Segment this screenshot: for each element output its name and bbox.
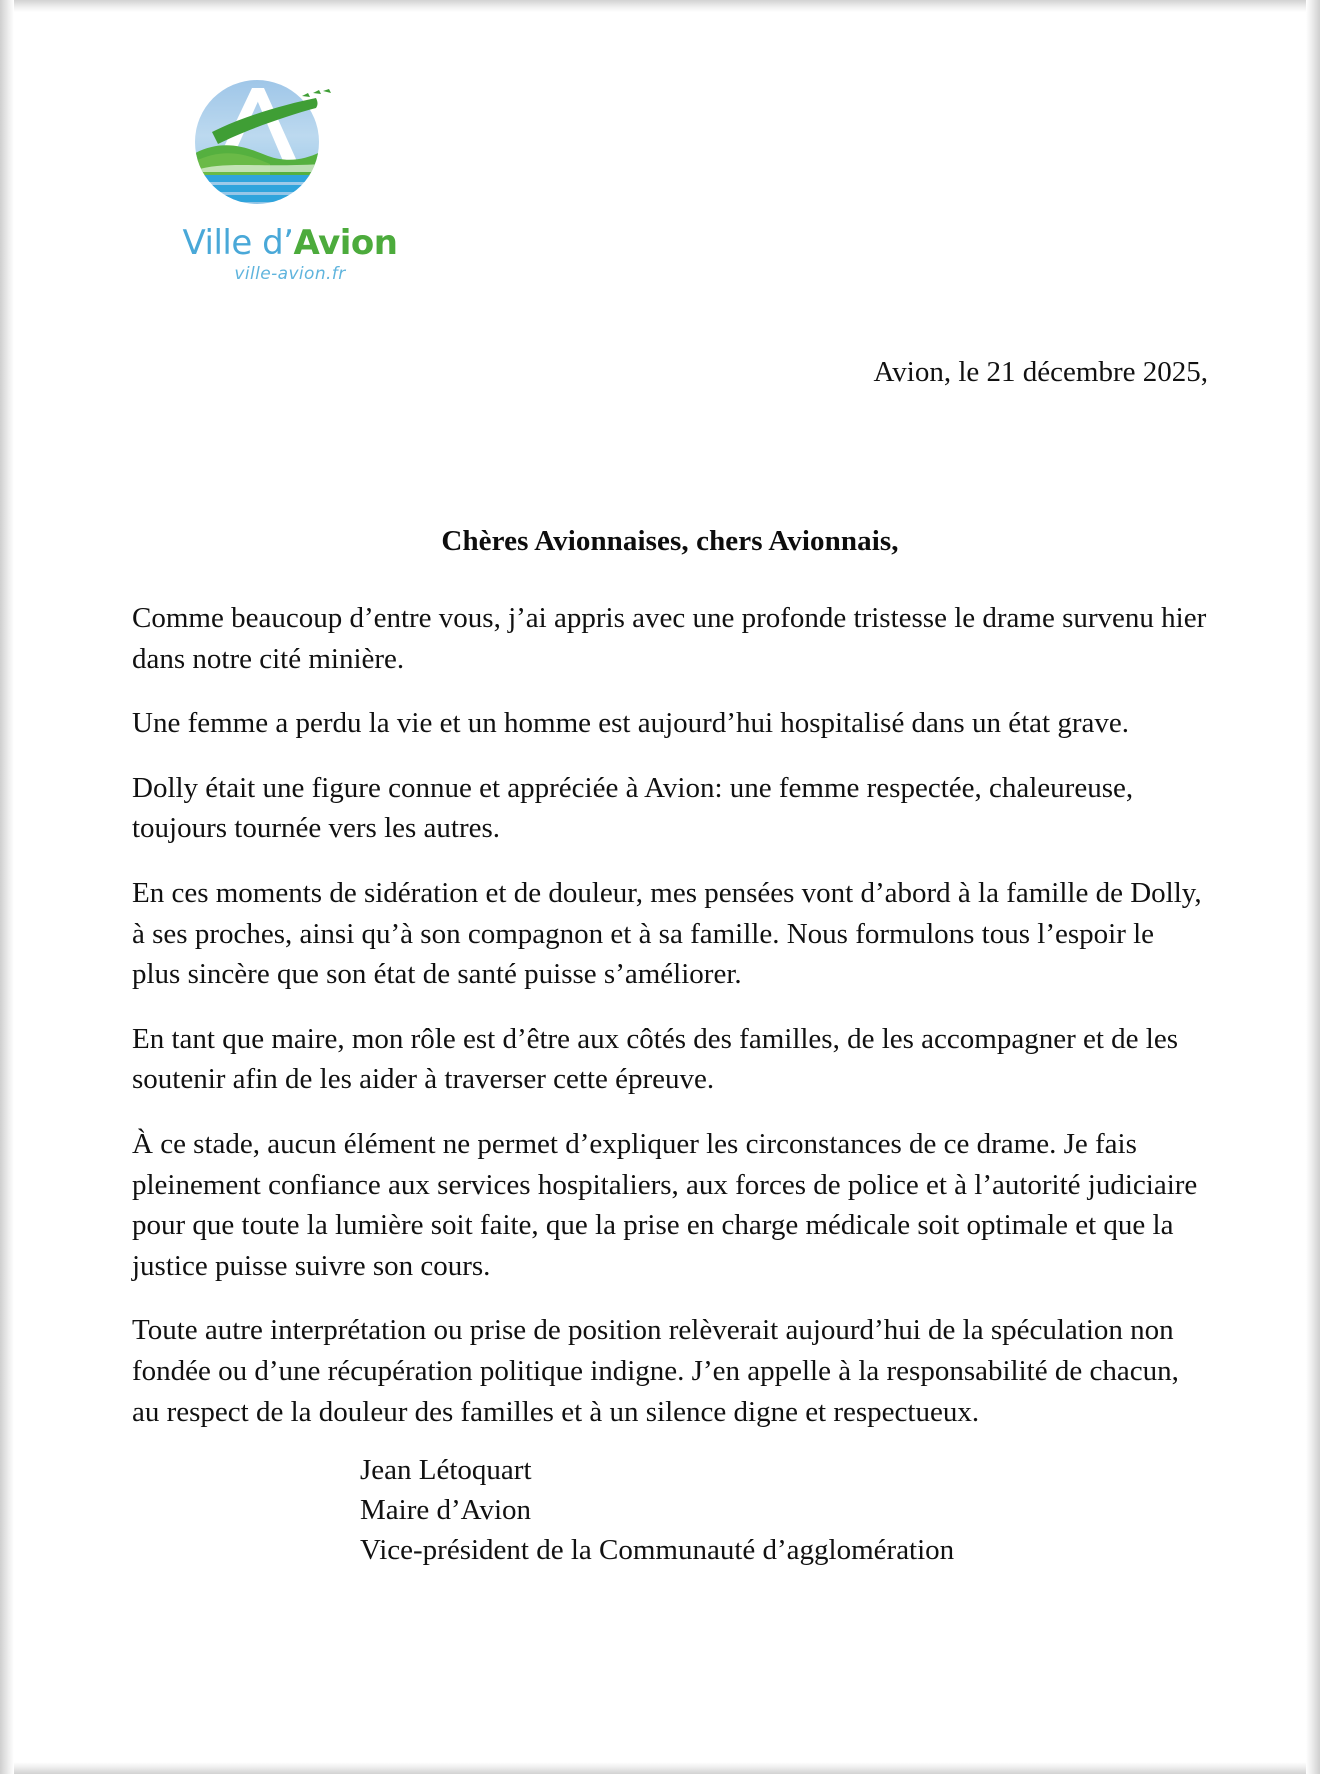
page-edge-top bbox=[0, 0, 1320, 12]
page-edge-bottom bbox=[0, 1762, 1320, 1774]
logo-website-url: ville-avion.fr bbox=[234, 263, 346, 284]
ville-avion-crest-icon bbox=[182, 72, 332, 222]
paragraph-6: À ce stade, aucun élément ne permet d’expliquer les circonstances de ce drame. Je fais pleinement confiance aux services hospitaliers, aux forces de police et à l’autorité judiciaire pour que toute la lumière soit faite, que la prise en charge médicale soit optimale et que la justice puisse suivre son cours. bbox=[132, 1127, 1198, 1282]
page-edge-left bbox=[0, 0, 14, 1774]
letterhead bbox=[160, 72, 420, 284]
salutation: Chères Avionnaises, chers Avionnais, bbox=[441, 525, 899, 557]
logo-wordmark-avion: Avion bbox=[293, 223, 398, 263]
page-edge-right bbox=[1306, 0, 1320, 1774]
signature-title: Maire d’Avion bbox=[360, 1494, 531, 1527]
paragraph-1: Comme beaucoup d’entre vous, j’ai appris avec une profonde tristesse le drame survenu hier dans notre cité minière. bbox=[132, 602, 1207, 675]
signature-name: Jean Létoquart bbox=[360, 1454, 532, 1486]
paragraph-5: En tant que maire, mon rôle est d’être aux côtés des familles, de les accompagner et de les soutenir afin de les aider à traverser cette épreuve. bbox=[132, 1022, 1179, 1096]
logo-wordmark bbox=[160, 223, 420, 263]
signature-block bbox=[360, 1450, 954, 1570]
paragraph-7: Toute autre interprétation ou prise de position relèverait aujourd’hui de la spéculation non fondée ou d’une récupération politique indigne. J’en appelle à la responsabilité de chacun, au respect de la douleur des familles et à un silence digne et respectueux. bbox=[132, 1314, 1179, 1428]
logo-wordmark-ville: Ville d’ bbox=[182, 223, 294, 263]
paragraph-2: Une femme a perdu la vie et un homme est aujourd’hui hospitalisé dans un état grave. bbox=[132, 707, 1129, 740]
dateline: Avion, le 21 décembre 2025, bbox=[873, 356, 1208, 388]
paragraph-4: En ces moments de sidération et de douleur, mes pensées vont d’abord à la famille de Dolly, à ses proches, ainsi qu’à son compagnon et à sa famille. Nous formulons tous l’espoir le plus sincère que son état de santé puisse s’améliorer. bbox=[132, 876, 1202, 991]
paragraph-3: Dolly était une figure connue et appréciée à Avion: une femme respectée, chaleureuse, toujours tournée vers les autres. bbox=[132, 771, 1134, 845]
signature-subtitle: Vice-président de la Communauté d’agglomération bbox=[360, 1534, 955, 1567]
letter-body bbox=[132, 525, 1208, 1456]
